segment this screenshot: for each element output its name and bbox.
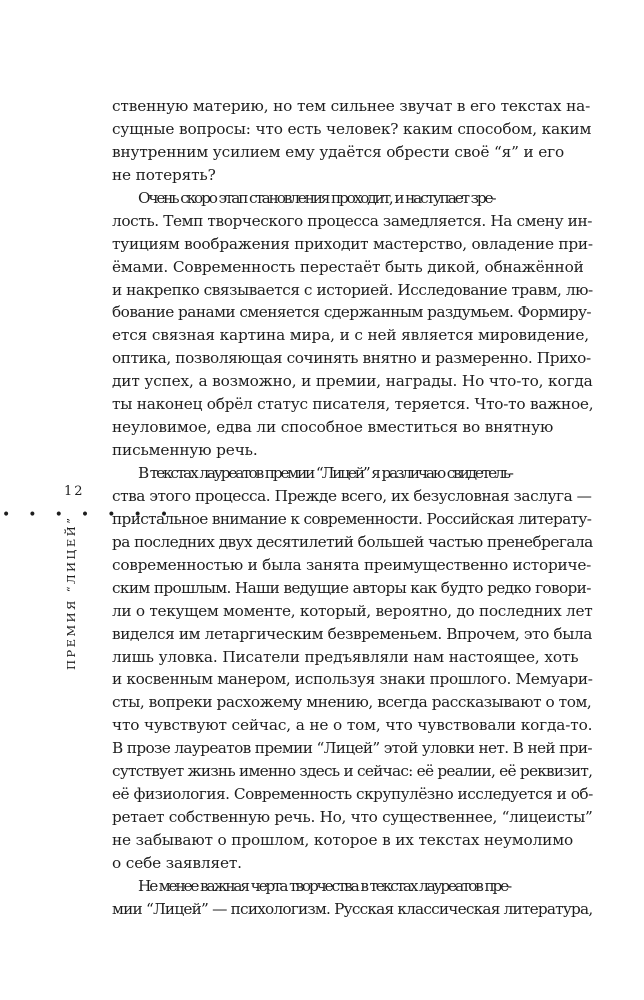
text-line: сты, вопреки расхожему мнению, всегда рассказывают о том, xyxy=(112,693,592,712)
text-line: Не менее важная черта творчества в текстах лауреатов пре- xyxy=(138,876,511,895)
running-head: ПРЕМИЯ “ЛИЦЕЙ” xyxy=(64,515,78,670)
text-line: ёмами. Современность перестаёт быть дикой, обнажённой xyxy=(112,257,584,276)
text-line: пристальное внимание к современности. Российская литерату- xyxy=(112,509,592,528)
text-line: лишь уловка. Писатели предъявляли нам настоящее, хоть xyxy=(112,647,579,666)
text-line: В текстах лауреатов премии “Лицей” я различаю свидетель- xyxy=(138,464,512,482)
text-line: о себе заявляет. xyxy=(112,853,242,872)
text-line: ра последних двух десятилетий большей частью пренебрегала xyxy=(112,532,593,551)
text-line: не забывают о прошлом, которое в их текстах неумолимо xyxy=(112,831,574,849)
text-line: лость. Темп творческого процесса замедляется. На смену ин- xyxy=(112,211,593,230)
dot-leader: • • • • • • • xyxy=(2,507,175,523)
text-line: ским прошлым. Наши ведущие авторы как будто редко говори- xyxy=(112,578,591,597)
text-line: и косвенным манером, используя знаки прошлого. Мемуари- xyxy=(112,670,593,689)
text-line: оптика, позволяющая сочинять внятно и размеренно. Прихо- xyxy=(112,349,591,368)
text-line: бование ранами сменяется сдержанным раздумьем. Формиру- xyxy=(112,303,592,322)
text-line: виделся им летаргическим безвременьем. Впрочем, это была xyxy=(112,624,592,643)
text-line: ственную материю, но тем сильнее звучат в его текстах на- xyxy=(112,97,591,115)
text-line: что чувствуют сейчас, а не о том, что чувствовали когда-то. xyxy=(112,716,593,735)
text-line: внутренним усилием ему удаётся обрести своё “я” и его xyxy=(112,142,565,161)
text-line: ретает собственную речь. Но, что существеннее, “лицеисты” xyxy=(112,808,593,827)
page-number: 12 xyxy=(64,484,85,499)
body-text xyxy=(112,95,592,921)
text-line: В прозе лауреатов премии “Лицей” этой уловки нет. В ней при- xyxy=(112,739,592,758)
text-line: дит успех, а возможно, и премии, награды. Но что-то, когда xyxy=(112,372,593,391)
text-line: ли о текущем моменте, который, вероятно, до последних лет xyxy=(112,601,593,620)
text-line: и накрепко связывается с историей. Исследование травм, лю- xyxy=(112,280,593,299)
text-line: сутствует жизнь именно здесь и сейчас: её реалии, её реквизит, xyxy=(112,762,593,781)
text-line: Очень скоро этап становления проходит, и наступает зре- xyxy=(138,188,495,207)
text-line: сущные вопросы: что есть человек? каким способом, каким xyxy=(112,119,592,138)
text-line: ства этого процесса. Прежде всего, их безусловная заслуга — xyxy=(112,486,592,505)
text-line: современностью и была занята преимущественно историче- xyxy=(112,555,592,574)
text-line: её физиология. Современность скрупулёзно исследуется и об- xyxy=(112,785,593,804)
text-line: мии “Лицей” — психологизм. Русская классическая литература, xyxy=(112,899,593,918)
text-line: не потерять? xyxy=(112,165,216,184)
text-line: ты наконец обрёл статус писателя, теряется. Что-то важное, xyxy=(112,395,594,414)
text-line: письменную речь. xyxy=(112,441,258,460)
text-line: неуловимое, едва ли способное вместиться во внятную xyxy=(112,418,554,437)
text-line: туициям воображения приходит мастерство, овладение при- xyxy=(112,234,593,253)
text-line: ется связная картина мира, и с ней является мировидение, xyxy=(112,326,589,345)
